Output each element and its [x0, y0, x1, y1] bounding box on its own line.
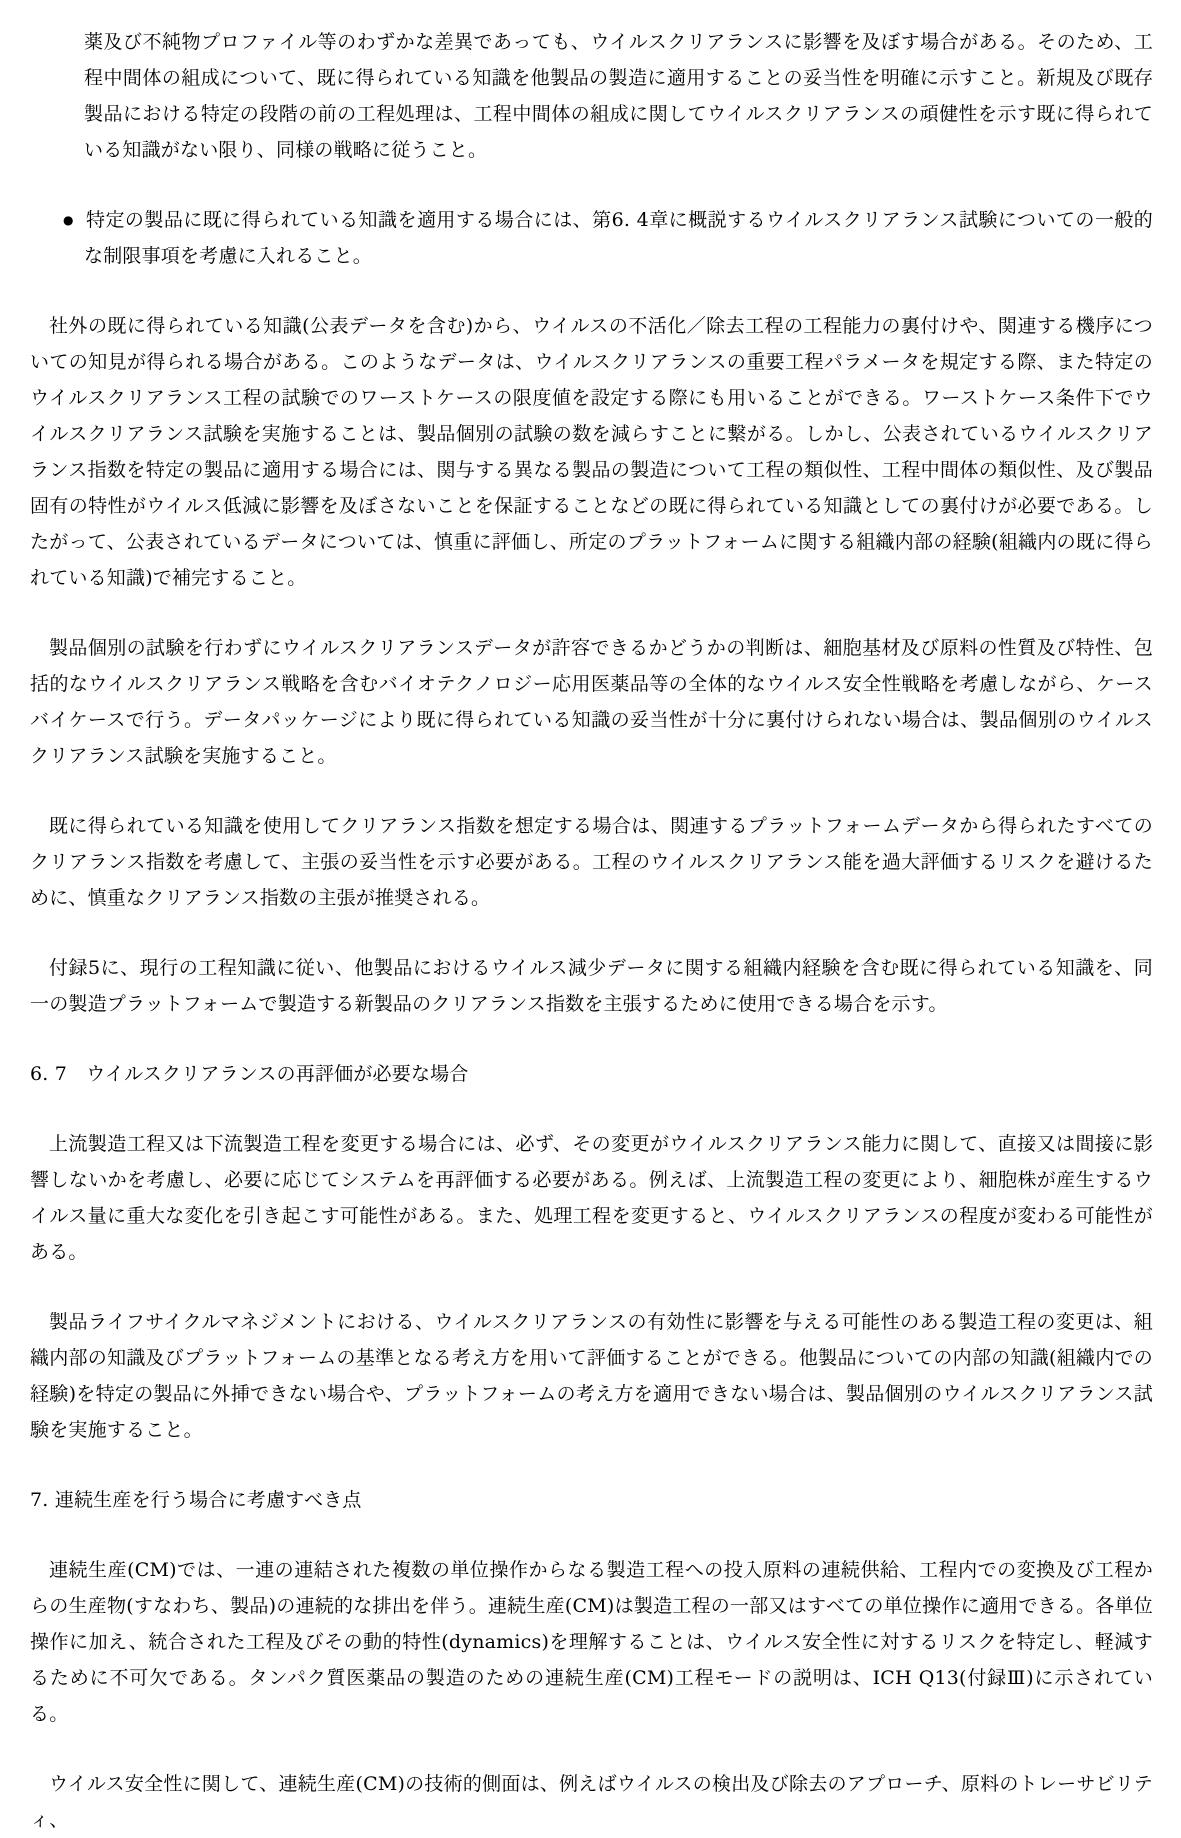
section-heading-6-7: 6. 7 ウイルスクリアランスの再評価が必要な場合 [30, 1063, 469, 1085]
bullet-item-text: 特定の製品に既に得られている知識を適用する場合には、第6. 4章に概説するウイルスクリアランス試験についての一般的な制限事項を考慮に入れること。 [84, 209, 1153, 267]
paragraph-appendix5-reference: 付録5に、現行の工程知識に従い、他製品におけるウイルス減少データに関する組織内経験を含む既に得られている知識を、同一の製造プラットフォームで製造する新製品のクリアランス指数を主張するために使用できる場合を示す。 [30, 957, 1153, 1015]
paragraph-continuation: 薬及び不純物プロファイル等のわずかな差異であっても、ウイルスクリアランスに影響を及ぼす場合がある。そのため、工程中間体の組成について、既に得られている知識を他製品の製造に適用することの妥当性を明確に示すこと。新規及び既存製品における特定の段階の前の工程処理は、工程中間体の組成に関してウイルスクリアランスの頑健性を示す既に得られている知識がない限り、同様の戦略に従うこと。 [84, 31, 1153, 161]
paragraph-case-by-case-judgement: 製品個別の試験を行わずにウイルスクリアランスデータが許容できるかどうかの判断は、細胞基材及び原料の性質及び特性、包括的なウイルスクリアランス戦略を含むバイオテクノロジー応用医薬品等の全体的なウイルス安全性戦略を考慮しながら、ケースバイケースで行う。データパッケージにより既に得られている知識の妥当性が十分に裏付けられない場合は、製品個別のウイルスクリアランス試験を実施すること。 [30, 637, 1153, 767]
paragraph-lifecycle-management: 製品ライフサイクルマネジメントにおける、ウイルスクリアランスの有効性に影響を与える可能性のある製造工程の変更は、組織内部の知識及びプラットフォームの基準となる考え方を用いて評価することができる。他製品についての内部の知識(組織内での経験)を特定の製品に外挿できない場合や、プラットフォームの考え方を適用できない場合は、製品個別のウイルスクリアランス試験を実施すること。 [30, 1311, 1153, 1441]
paragraph-external-knowledge: 社外の既に得られている知識(公表データを含む)から、ウイルスの不活化／除去工程の工程能力の裏付けや、関連する機序についての知見が得られる場合がある。このようなデータは、ウイルスクリアランスの重要工程パラメータを規定する際、また特定のウイルスクリアランス工程の試験でのワーストケースの限度値を設定する際にも用いることができる。ワーストケース条件下でウイルスクリアランス試験を実施することは、製品個別の試験の数を減らすことに繋がる。しかし、公表されているウイルスクリアランス指数を特定の製品に適用する場合には、関与する異なる製品の製造について工程の類似性、工程中間体の類似性、及び製品固有の特性がウイルス低減に影響を及ぼさないことを保証することなどの既に得られている知識としての裏付けが必要である。したがって、公表されているデータについては、慎重に評価し、所定のプラットフォームに関する組織内部の経験(組織内の既に得られている知識)で補完すること。 [30, 315, 1153, 589]
paragraph-process-change-reevaluation: 上流製造工程又は下流製造工程を変更する場合には、必ず、その変更がウイルスクリアランス能力に関して、直接又は間接に影響しないかを考慮し、必要に応じてシステムを再評価する必要がある。例えば、上流製造工程の変更により、細胞株が産生するウイルス量に重大な変化を引き起こす可能性がある。また、処理工程を変更すると、ウイルスクリアランスの程度が変わる可能性がある。 [30, 1133, 1153, 1263]
bullet-icon: ● [63, 213, 74, 227]
paragraph-continuous-manufacturing: 連続生産(CM)では、一連の連結された複数の単位操作からなる製造工程への投入原料の連続供給、工程内での変換及び工程からの生産物(すなわち、製品)の連続的な排出を伴う。連続生産(CM)は製造工程の一部又はすべての単位操作に適用できる。各単位操作に加え、統合された工程及びその動的特性(dynamics)を理解することは、ウイルス安全性に対するリスクを特定し、軽減するために不可欠である。タンパク質医薬品の製造のための連続生産(CM)工程モードの説明は、ICH Q13(付録Ⅲ)に示されている。 [30, 1559, 1153, 1725]
paragraph-cm-virus-safety-partial: ウイルス安全性に関して、連続生産(CM)の技術的側面は、例えばウイルスの検出及び除去のアプローチ、原料のトレーサビリティ、 [30, 1773, 1153, 1831]
paragraph-clearance-index-claim: 既に得られている知識を使用してクリアランス指数を想定する場合は、関連するプラットフォームデータから得られたすべてのクリアランス指数を考慮して、主張の妥当性を示す必要がある。工程のウイルスクリアランス能を過大評価するリスクを避けるために、慎重なクリアランス指数の主張が推奨される。 [30, 815, 1153, 909]
bullet-list-item [63, 202, 1153, 274]
section-heading-7: 7. 連続生産を行う場合に考慮すべき点 [30, 1489, 362, 1511]
